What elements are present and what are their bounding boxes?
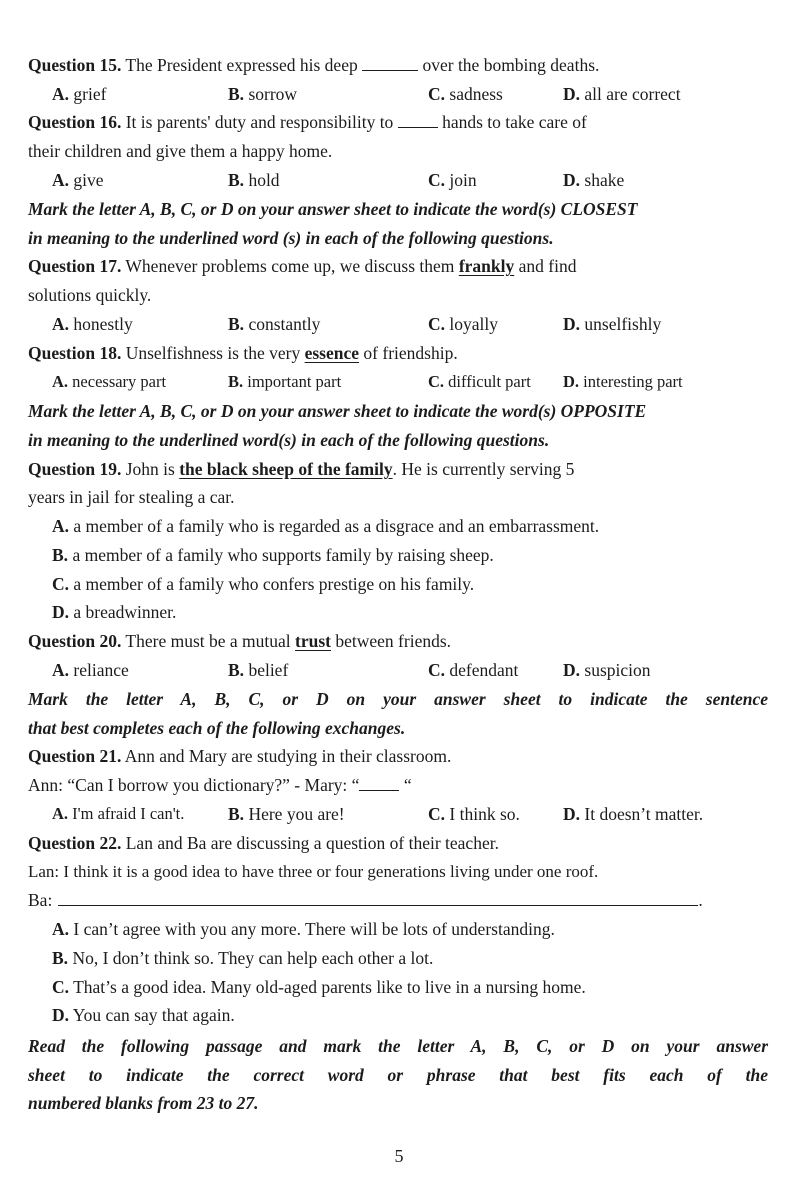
stem-text: John is: [121, 459, 180, 479]
instruction-closest-line2: in meaning to the underlined word (s) in each of the following questions.: [28, 228, 554, 248]
option-d: D. unselfishly: [563, 314, 662, 334]
stem-text: . He is currently serving 5: [392, 459, 575, 479]
question-22-option-b: B. No, I don’t think so. They can help each other a lot.: [52, 948, 434, 968]
question-19-stem: [28, 457, 768, 481]
option-a: A. necessary part: [52, 372, 167, 391]
question-19-option-d: D. a breadwinner.: [52, 602, 177, 622]
question-19-stem-line2: years in jail for stealing a car.: [28, 487, 235, 507]
option-c: C. sadness: [428, 84, 503, 104]
question-15-stem: [28, 53, 768, 77]
question-22-ba-line: [28, 888, 768, 912]
stem-text: Whenever problems come up, we discuss them: [121, 256, 459, 276]
option-a: A. grief: [52, 84, 107, 104]
question-21-stem: [28, 744, 768, 768]
question-label: Question 19.: [28, 459, 122, 479]
option-c: C. join: [428, 170, 477, 190]
question-label: Question 22.: [28, 833, 122, 853]
answer-blank: [58, 891, 698, 906]
option-d: D. It doesn’t matter.: [563, 804, 704, 824]
underlined-word: frankly: [458, 256, 515, 276]
question-label: Question 20.: [28, 631, 122, 651]
instruction-opposite-line2: in meaning to the underlined word(s) in each of the following questions.: [28, 430, 550, 450]
instruction-passage-line1: Read the following passage and mark the letter A, B, C, or D on your answer: [28, 1036, 768, 1056]
question-17-stem-line2: solutions quickly.: [28, 285, 152, 305]
underlined-word: essence: [304, 343, 360, 363]
option-b: B. Here you are!: [228, 804, 345, 824]
question-19-option-a: A. a member of a family who is regarded as a disgrace and an embarrassment.: [52, 516, 600, 536]
question-18-stem: [28, 341, 768, 365]
question-16-stem-line2: their children and give them a happy home.: [28, 141, 333, 161]
question-20-stem: [28, 629, 768, 653]
stem-text: There must be a mutual: [121, 631, 296, 651]
question-label: Question 17.: [28, 256, 122, 276]
option-b: B. sorrow: [228, 84, 298, 104]
stem-text: Lan and Ba are discussing a question of their teacher.: [121, 833, 499, 853]
question-label: Question 18.: [28, 343, 122, 363]
option-a: A. reliance: [52, 660, 129, 680]
option-a: A. I'm afraid I can't.: [52, 804, 185, 823]
option-b: B. constantly: [228, 314, 321, 334]
instruction-passage-line3: numbered blanks from 23 to 27.: [28, 1093, 259, 1113]
line-end: .: [698, 890, 703, 910]
option-d: D. suspicion: [563, 660, 651, 680]
question-label: Question 16.: [28, 112, 122, 132]
stem-text: hands to take care of: [437, 112, 587, 132]
stem-text: Unselfishness is the very: [121, 343, 305, 363]
question-label: Question 15.: [28, 55, 122, 75]
option-a: A. honestly: [52, 314, 133, 334]
stem-text: It is parents' duty and responsibility to: [121, 112, 398, 132]
question-22-stem: [28, 831, 768, 855]
answer-blank: [398, 113, 438, 128]
question-22-option-d: D. You can say that again.: [52, 1005, 235, 1025]
option-c: C. loyally: [428, 314, 498, 334]
question-21-dialog: [28, 773, 768, 797]
page-number: 5: [394, 1146, 404, 1166]
option-b: B. belief: [228, 660, 289, 680]
option-b: B. hold: [228, 170, 280, 190]
question-22-option-c: C. That’s a good idea. Many old-aged parents like to live in a nursing home.: [52, 977, 586, 997]
stem-text: The President expressed his deep: [121, 55, 363, 75]
option-d: D. shake: [563, 170, 625, 190]
question-16-stem: [28, 110, 768, 134]
underlined-word: trust: [295, 631, 331, 651]
option-d: D. interesting part: [563, 372, 683, 391]
stem-text: Ann and Mary are studying in their classroom.: [121, 746, 452, 766]
instruction-exchanges-line1: Mark the letter A, B, C, or D on your answer sheet to indicate the sentence: [28, 689, 768, 709]
option-b: B. important part: [228, 372, 342, 391]
dialog-text: Ann: “Can I borrow you dictionary?” - Mary: “: [28, 775, 360, 795]
instruction-exchanges-line2: that best completes each of the following exchanges.: [28, 718, 406, 738]
question-19-option-c: C. a member of a family who confers prestige on his family.: [52, 574, 475, 594]
underlined-phrase: the black sheep of the family: [179, 459, 393, 479]
stem-text: and find: [514, 256, 577, 276]
answer-blank: [359, 776, 399, 791]
option-c: C. I think so.: [428, 804, 520, 824]
instruction-opposite-line1: Mark the letter A, B, C, or D on your answer sheet to indicate the word(s) OPPOSITE: [28, 401, 647, 421]
option-c: C. defendant: [428, 660, 519, 680]
stem-text: of friendship.: [359, 343, 458, 363]
question-label: Question 21.: [28, 746, 122, 766]
option-c: C. difficult part: [428, 372, 531, 391]
instruction-closest-line1: Mark the letter A, B, C, or D on your answer sheet to indicate the word(s) CLOSEST: [28, 199, 638, 219]
question-22-lan-line: Lan: I think it is a good idea to have three or four generations living under one roof.: [28, 862, 599, 881]
dialog-text: “: [399, 775, 412, 795]
option-d: D. all are correct: [563, 84, 681, 104]
question-17-stem: [28, 254, 768, 278]
question-19-option-b: B. a member of a family who supports family by raising sheep.: [52, 545, 494, 565]
speaker-label: Ba:: [28, 890, 53, 910]
stem-text: over the bombing deaths.: [418, 55, 600, 75]
question-22-option-a: A. I can’t agree with you any more. There will be lots of understanding.: [52, 919, 555, 939]
option-a: A. give: [52, 170, 104, 190]
stem-text: between friends.: [331, 631, 452, 651]
instruction-passage-line2: sheet to indicate the correct word or phrase that best fits each of the: [28, 1065, 768, 1085]
answer-blank: [362, 56, 418, 71]
